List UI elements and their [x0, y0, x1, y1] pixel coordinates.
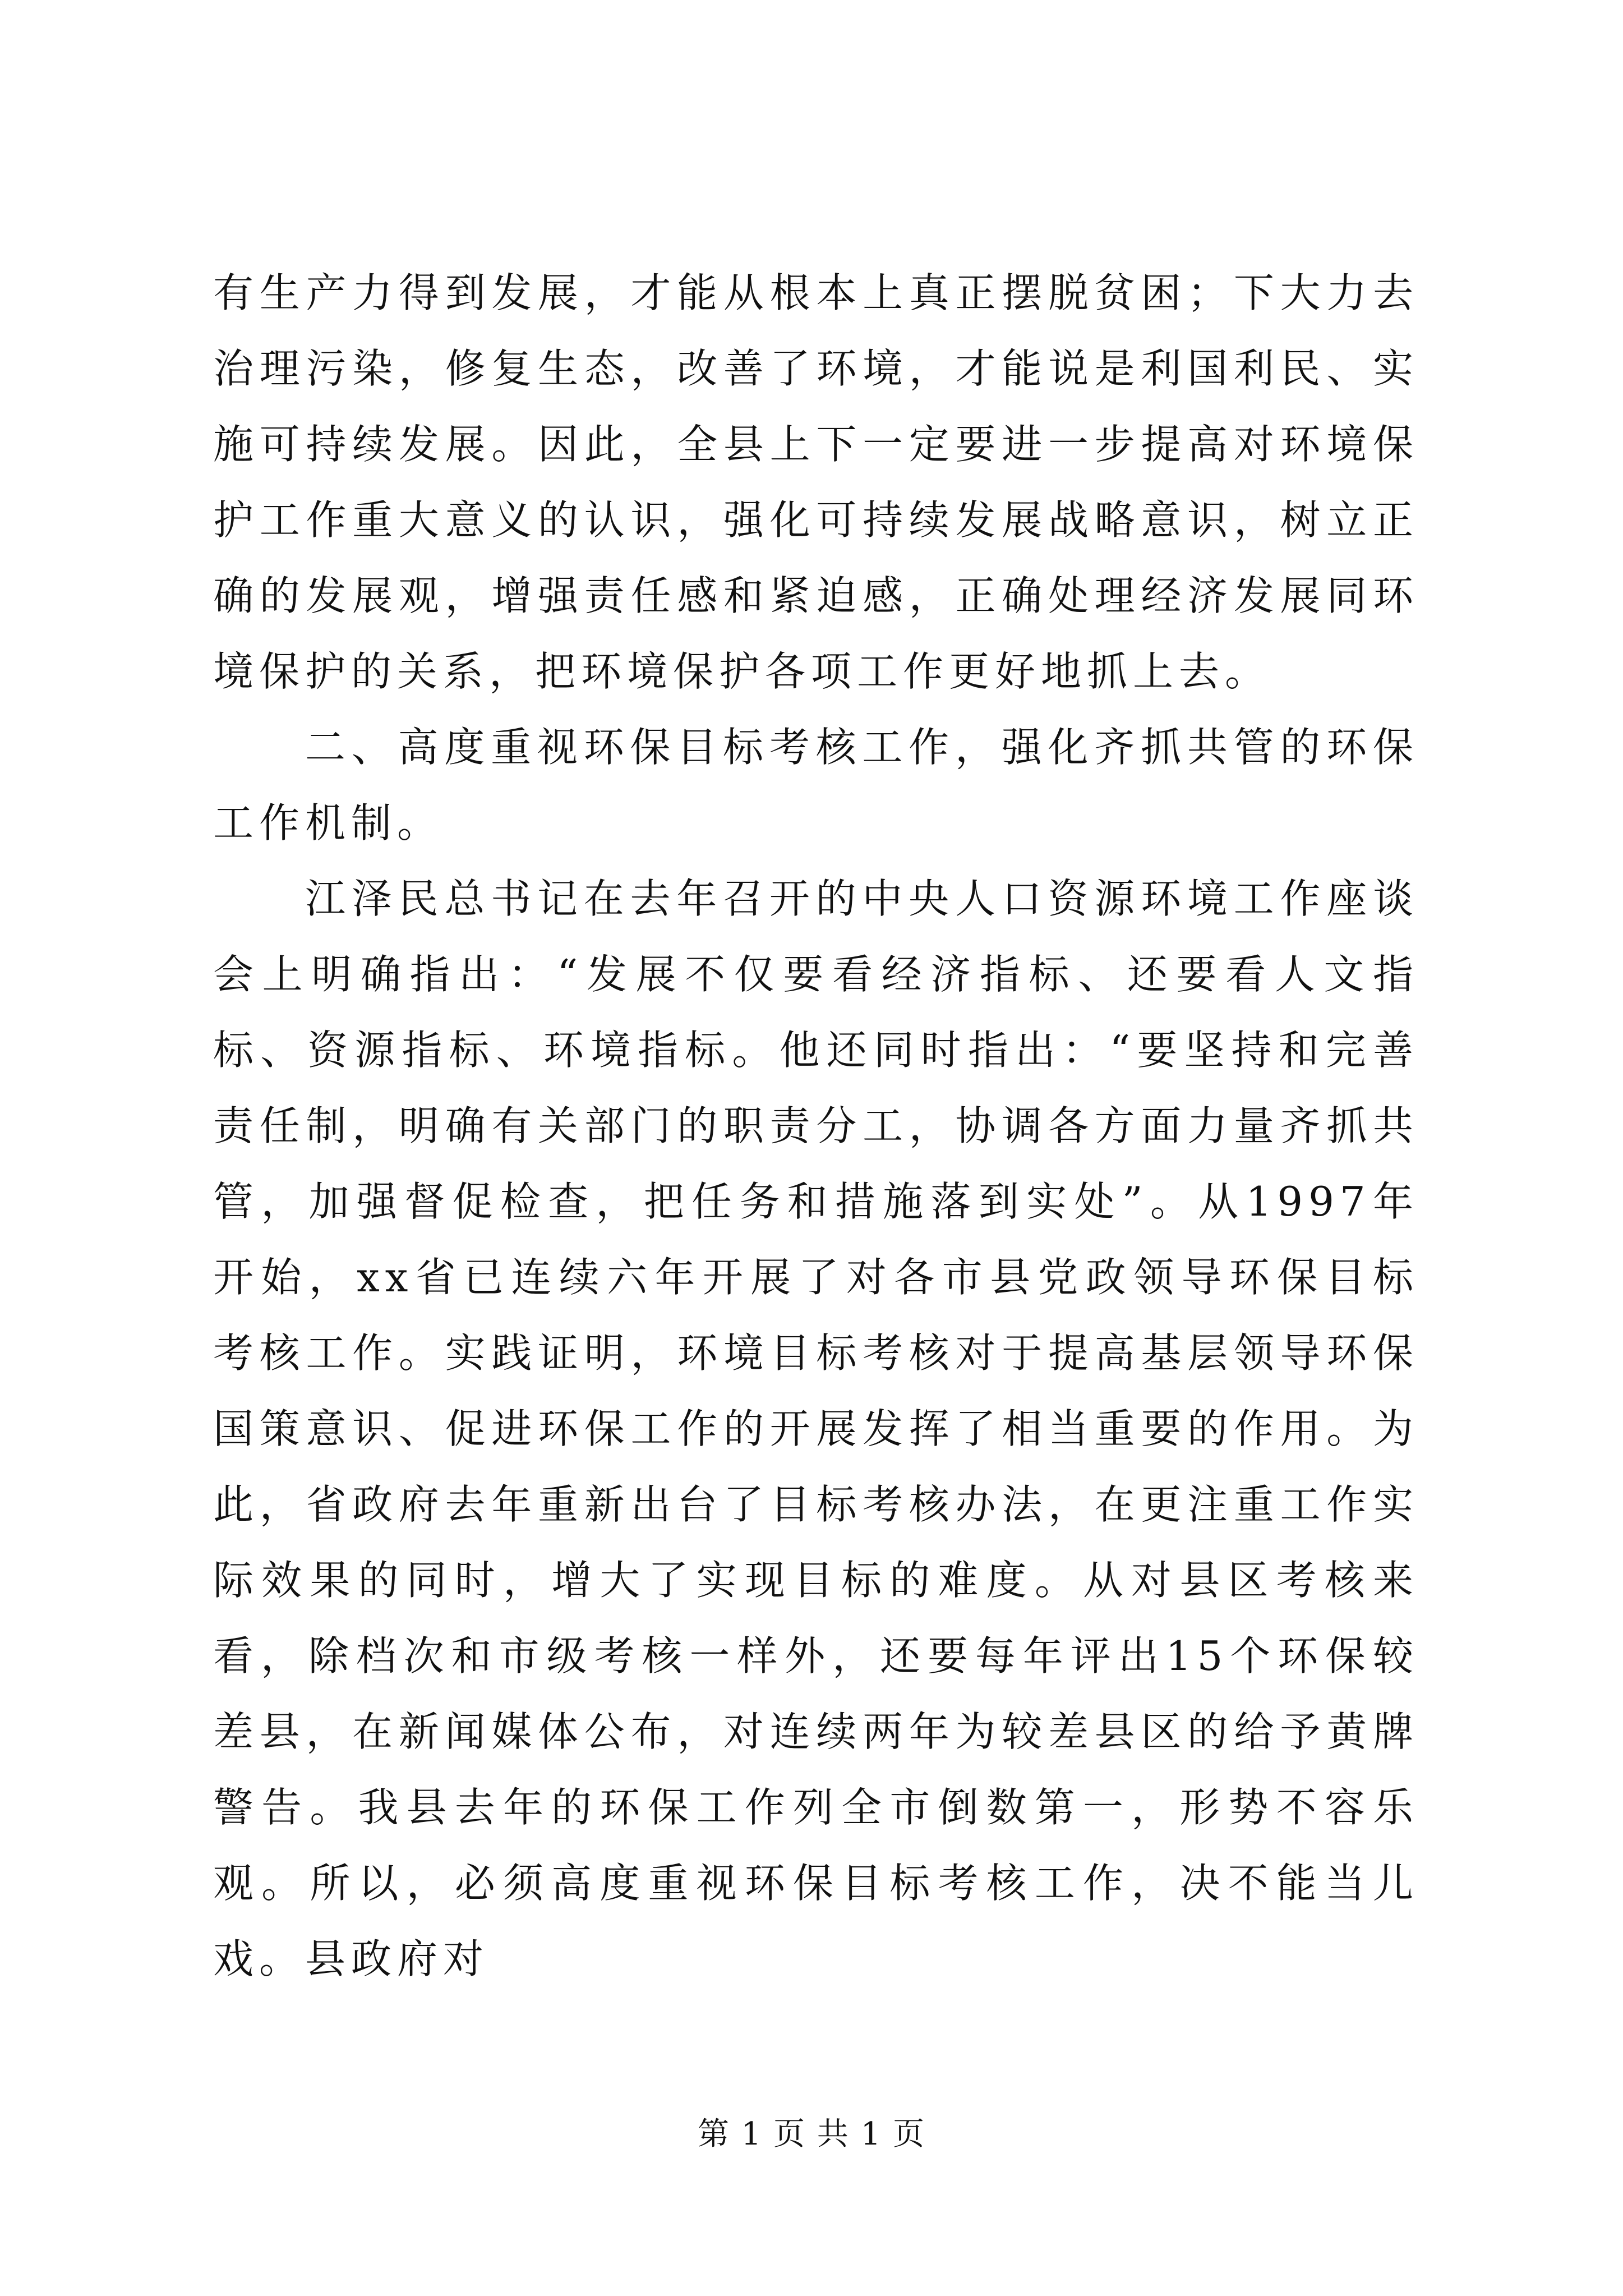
page-footer: 第 1 页 共 1 页 — [697, 2116, 926, 2152]
paragraph: 江泽民总书记在去年召开的中央人口资源环境工作座谈会上明确指出：“发展不仅要看经济指标、还要看人文指标、资源指标、环境指标。他还同时指出：“要坚持和完善责任制，明确有关部门的职责分工，协调各方面力量齐抓共管，加强督促检查，把任务和措施落到实处”。从1997年开始，xx省已连续六年开展了对各市县党政领导环保目标考核工作。实践证明，环境目标考核对于提高基层领导环保国策意识、促进环保工作的开展发挥了相当重要的作用。为此，省政府去年重新出台了目标考核办法，在更注重工作实际效果的同时，增大了实现目标的难度。从对县区考核来看，除档次和市级考核一样外，还要每年评出15个环保较差县，在新闻媒体公布，对连续两年为较差县区的给予黄牌警告。我县去年的环保工作列全市倒数第一，形势不容乐观。所以，必须高度重视环保目标考核工作，决不能当儿戏。县政府对 — [213, 875, 1419, 1982]
document-body — [213, 255, 1419, 1997]
paragraph-continuation: 有生产力得到发展，才能从根本上真正摆脱贫困；下大力去治理污染，修复生态，改善了环境，才能说是利国利民、实施可持续发展。因此，全县上下一定要进一步提高对环境保护工作重大意义的认识，强化可持续发展战略意识，树立正确的发展观，增强责任感和紧迫感，正确处理经济发展同环境保护的关系，把环境保护各项工作更好地抓上去。 — [213, 269, 1419, 695]
section-heading: 二、高度重视环保目标考核工作，强化齐抓共管的环保工作机制。 — [213, 724, 1419, 846]
